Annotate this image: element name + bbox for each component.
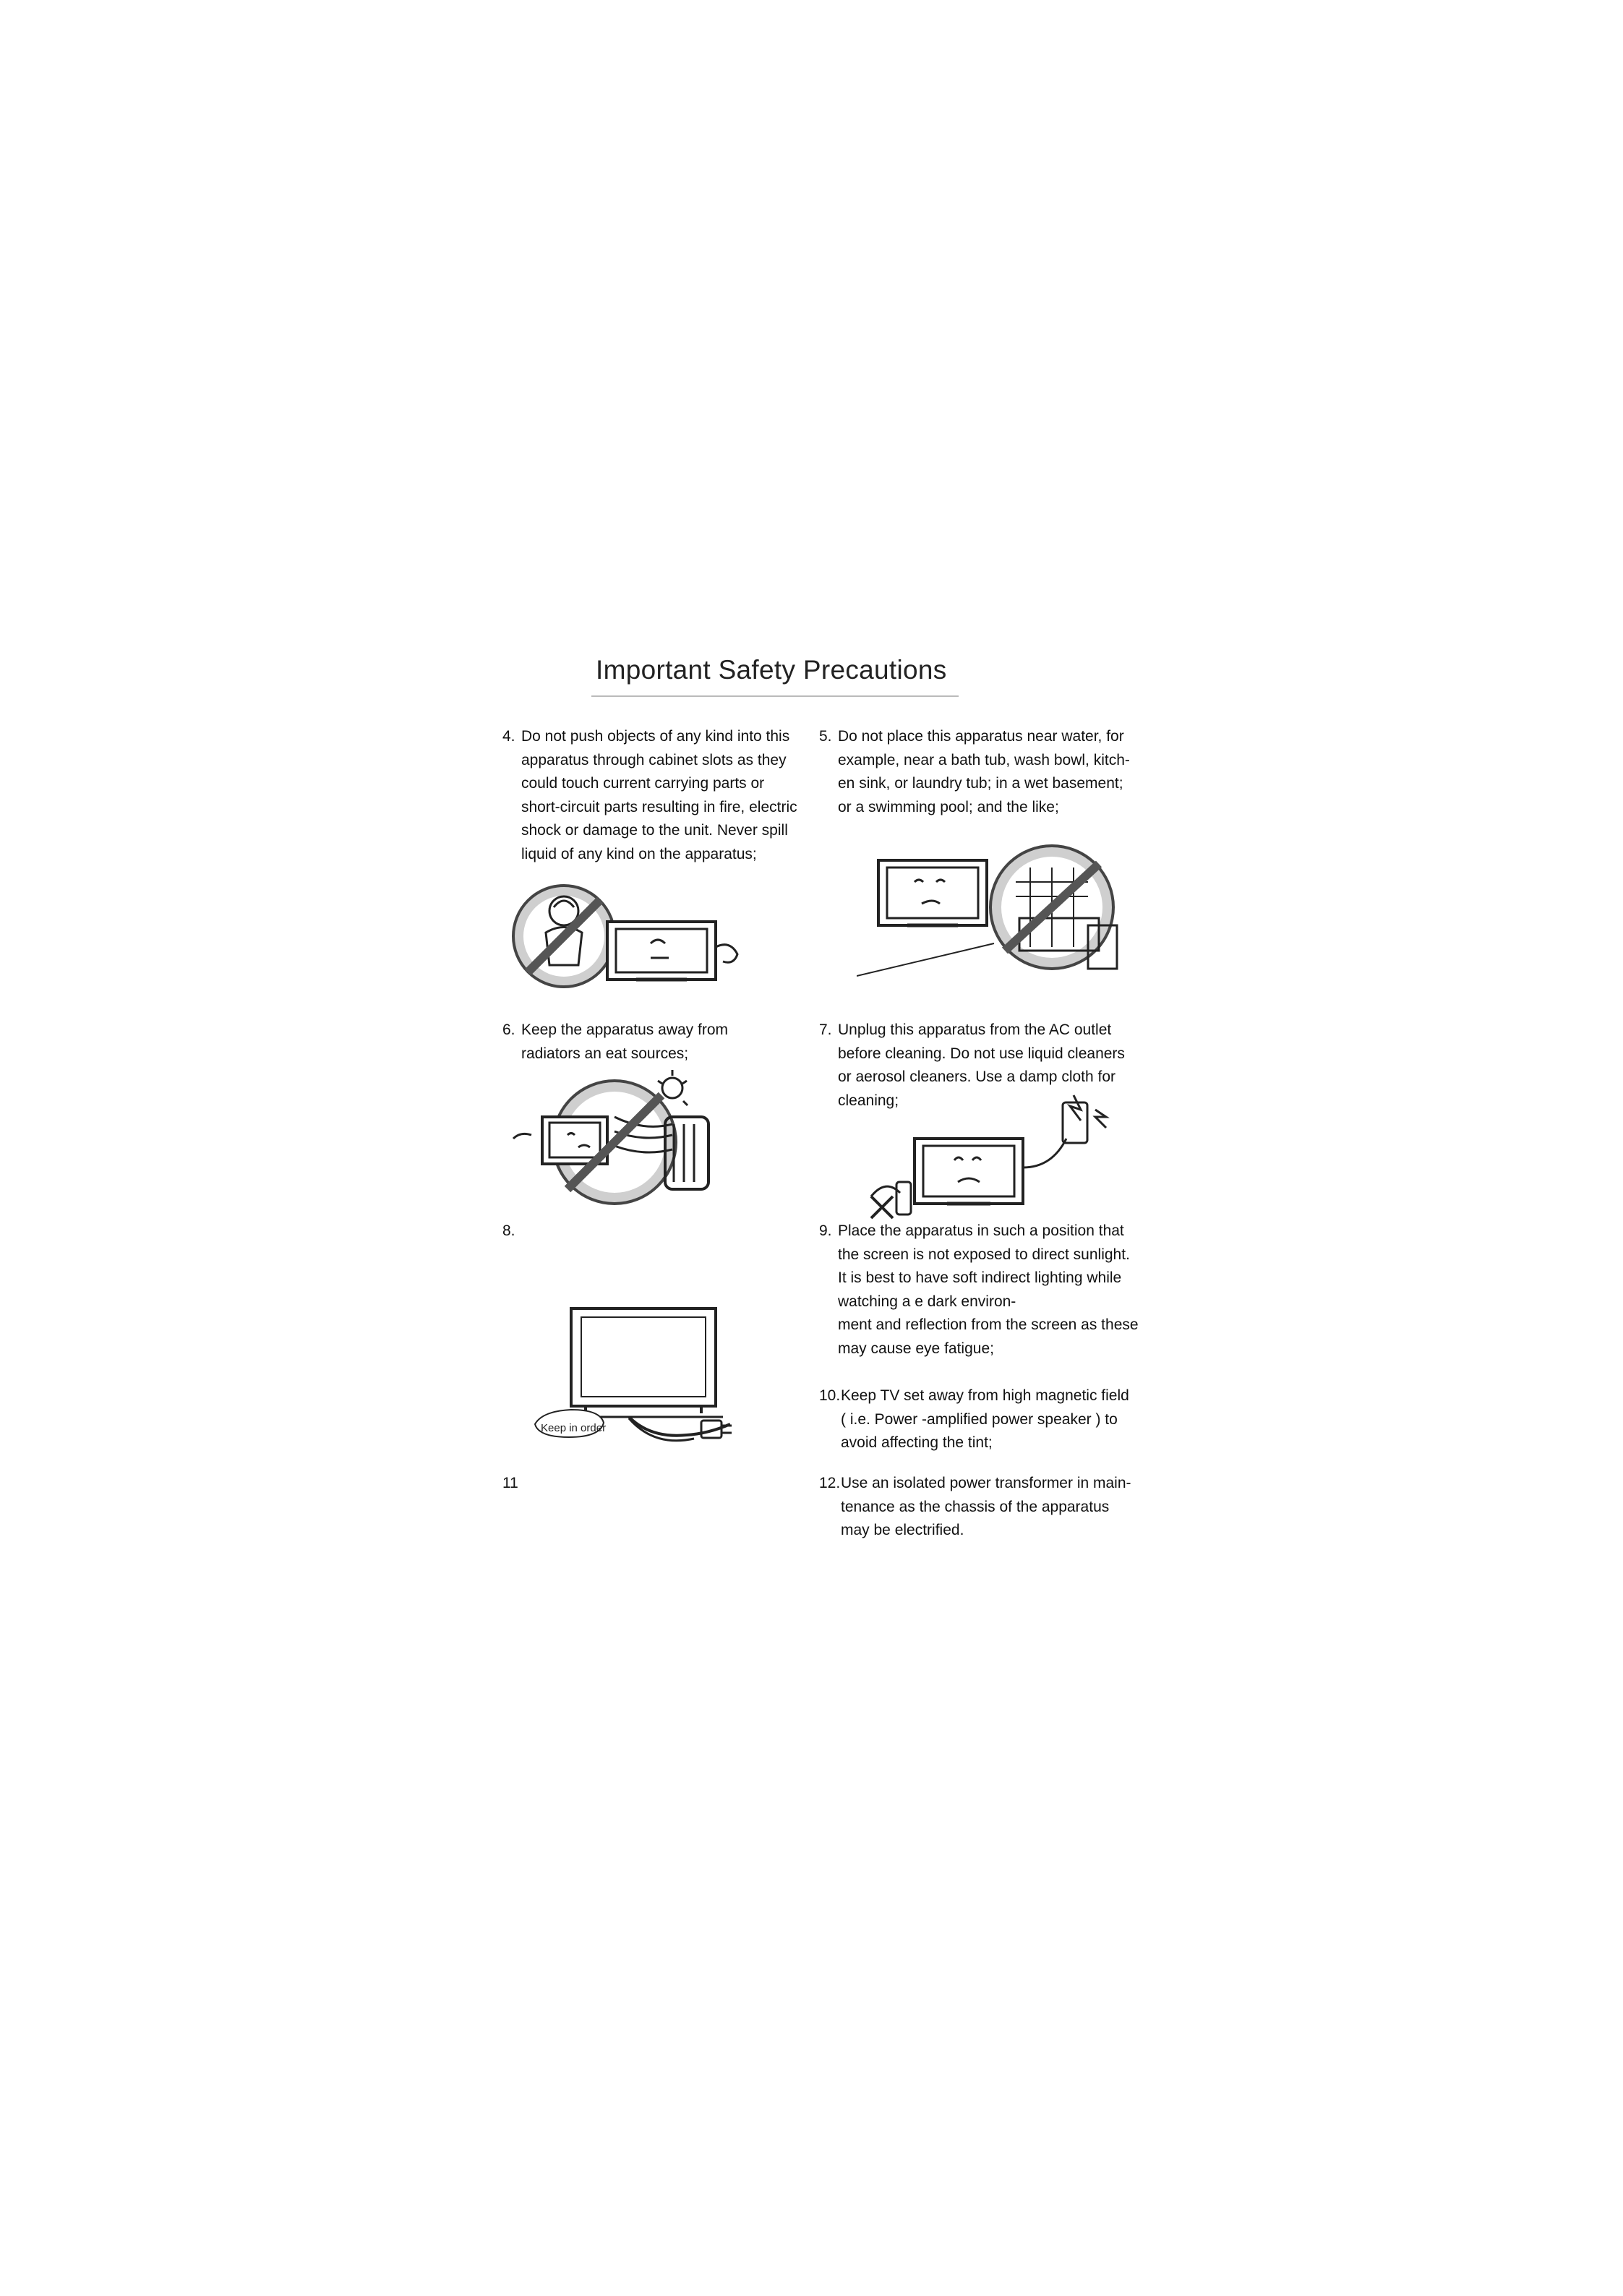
item-text: Use an isolated power transformer in main- tenance as the chassis of the apparatus may be electrified. (841, 1475, 1131, 1538)
item-text: Keep the apparatus away from radiators an eat sources; (521, 1021, 729, 1062)
item-number: 4. (502, 728, 515, 745)
item-text: Unplug this apparatus from the AC outlet before cleaning. Do not use liquid cleaners or aerosol cleaners. Use a damp cloth for cleaning; (838, 1021, 1125, 1109)
no-objects-icon (506, 878, 752, 994)
item-text: Do not push objects of any kind into this apparatus through cabinet slots as they could touch current carrying parts or short-circuit parts resulting in fire, electric shock or damage to the unit. Never spill liquid of any kind on the apparatus; (521, 728, 797, 862)
item-12 (819, 1472, 1181, 1551)
item-text: Keep TV set away from high magnetic field ( i.e. Power -amplified power speaker ) to avoid affecting the tint; (841, 1387, 1129, 1451)
title-divider (591, 695, 959, 697)
power-cord-icon (521, 1301, 759, 1453)
item-number: 6. (502, 1021, 515, 1038)
no-heat-icon (506, 1066, 723, 1211)
item-number: 5. (819, 728, 832, 745)
item-number: 9. (819, 1222, 832, 1239)
item-8 (502, 1220, 546, 1244)
item-number: 11 (502, 1475, 518, 1491)
item-text: Place the apparatus in such a position that the screen is not exposed to direct sunlight. It is best to have soft indirect lighting while watching a e dark environ- ment and reflection from the screen as these may cause eye fatigue; (838, 1222, 1139, 1357)
item-11 (502, 1472, 546, 1496)
item-number: 7. (819, 1021, 832, 1038)
item-5 (819, 725, 1166, 826)
no-water-icon (857, 839, 1124, 983)
item-6 (502, 1019, 806, 1069)
item-10 (819, 1384, 1181, 1464)
item-number: 12. (819, 1475, 841, 1491)
item-number: 10. (819, 1387, 841, 1404)
item-text: Do not place this apparatus near water, for example, near a bath tub, wash bowl, kitch- en sink, or laundry tub; in a wet basement; or a swimming pool; and the like; (838, 728, 1130, 815)
item-number: 8. (502, 1222, 515, 1239)
unplug-cleaning-icon (857, 1088, 1117, 1233)
page-title: Important Safety Precautions (596, 655, 947, 685)
cord-sign-label: Keep in order (541, 1422, 607, 1434)
item-4 (502, 725, 821, 870)
item-9 (819, 1220, 1181, 1364)
